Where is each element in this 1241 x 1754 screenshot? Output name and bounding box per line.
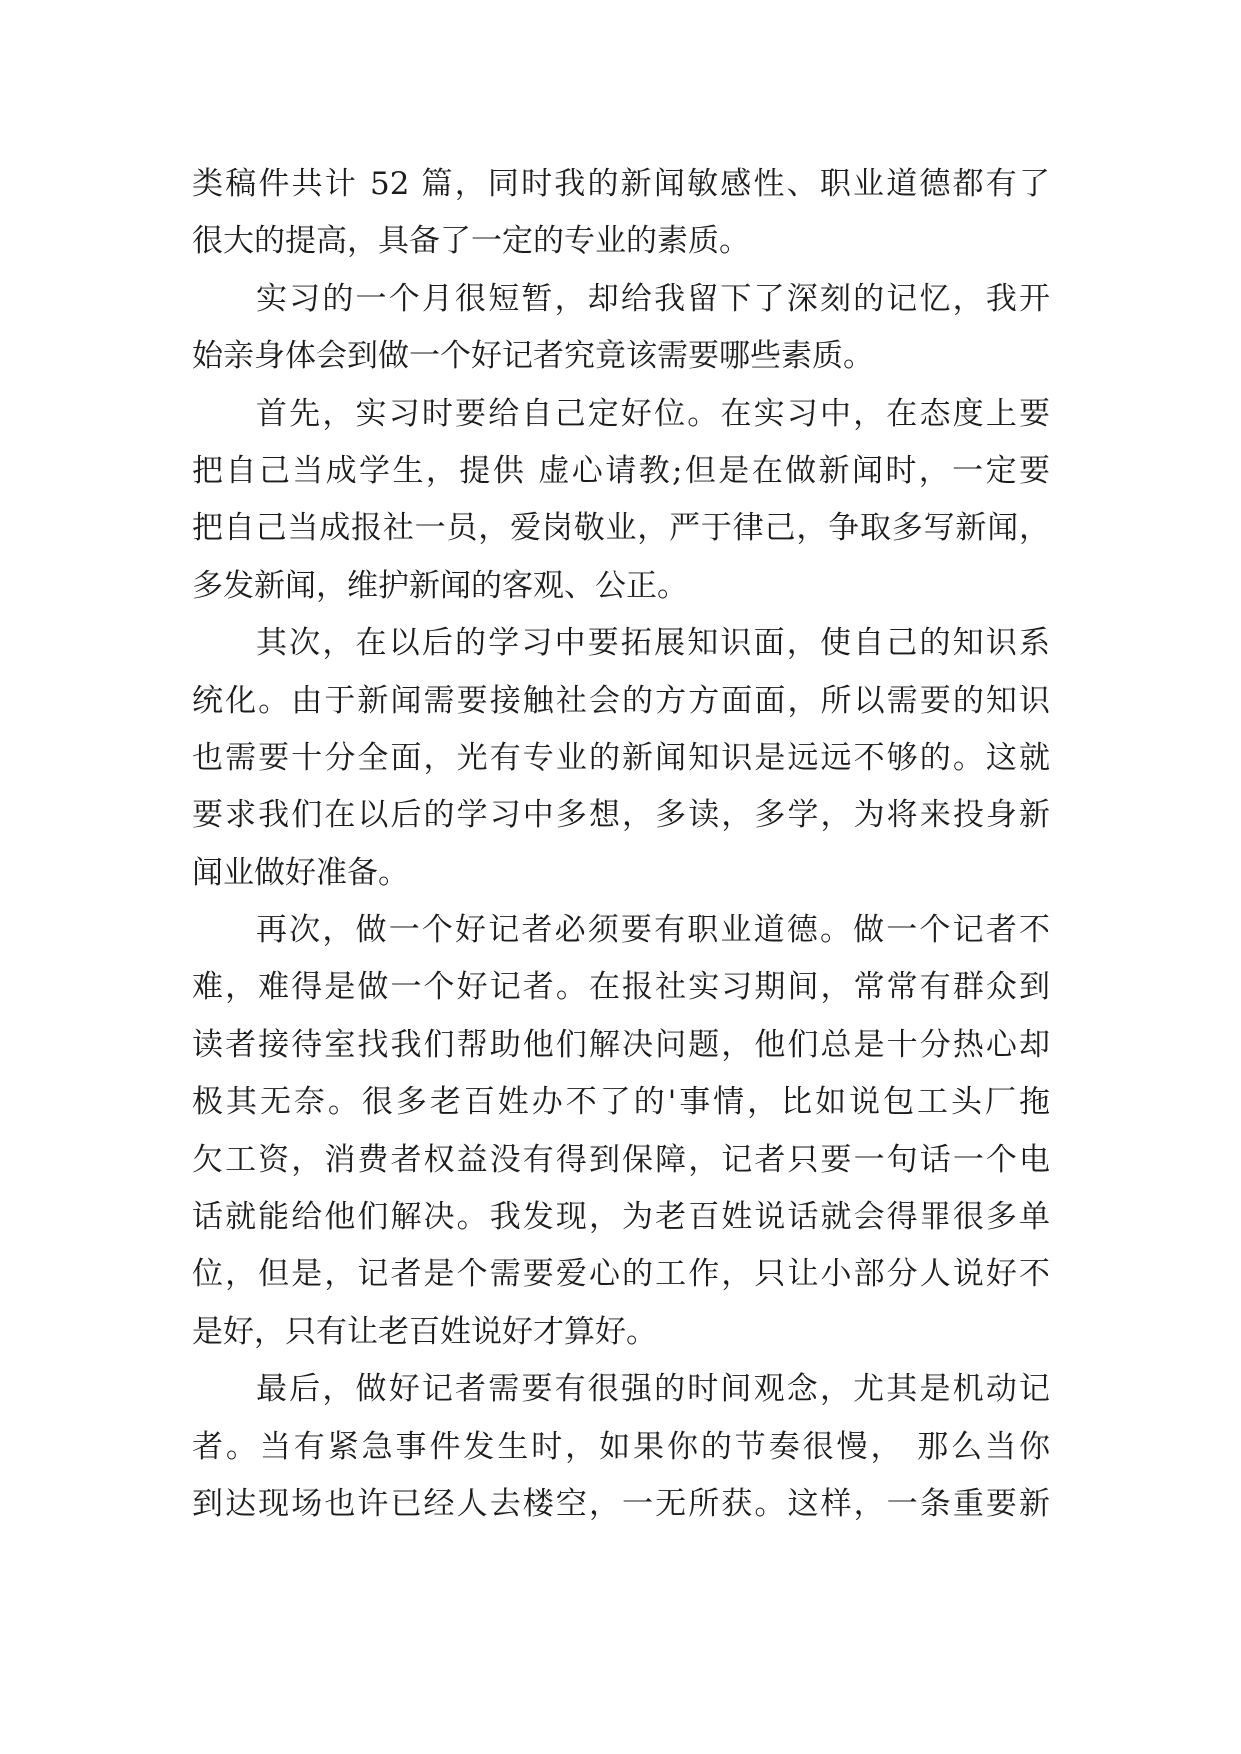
text-line: 统化。由于新闻需要接触社会的方方面面，所以需要的知识 bbox=[192, 682, 1050, 719]
text-line: 也需要十分全面，光有专业的新闻知识是远远不够的。这就 bbox=[192, 739, 1050, 776]
text-line: 把自己当成学生，提供 虚心请教;但是在做新闻时，一定要 bbox=[192, 452, 1050, 489]
text-line: 欠工资，消费者权益没有得到保障，记者只要一句话一个电 bbox=[192, 1141, 1050, 1178]
text-line: 多发新闻，维护新闻的客观、公正。 bbox=[192, 567, 688, 604]
text-line: 很大的提高，具备了一定的专业的素质。 bbox=[192, 223, 750, 260]
text-line: 始亲身体会到做一个好记者究竟该需要哪些素质。 bbox=[192, 338, 874, 375]
text-line: 再次，做一个好记者必须要有职业道德。做一个记者不 bbox=[256, 912, 1050, 949]
text-line: 者。当有紧急事件发生时，如果你的节奏很慢， 那么当你 bbox=[192, 1428, 1050, 1465]
text-line: 首先，实习时要给自己定好位。在实习中，在态度上要 bbox=[256, 395, 1050, 432]
text-line: 最后，做好记者需要有很强的时间观念，尤其是机动记 bbox=[256, 1371, 1050, 1408]
text-line: 其次，在以后的学习中要拓展知识面，使自己的知识系 bbox=[256, 625, 1050, 662]
text-line: 类稿件共计 52 篇，同时我的新闻敏感性、职业道德都有了 bbox=[192, 166, 1050, 202]
text-line: 位，但是，记者是个需要爱心的工作，只让小部分人说好不 bbox=[192, 1256, 1050, 1293]
text-line: 话就能给他们解决。我发现，为老百姓说话就会得罪很多单 bbox=[192, 1199, 1050, 1236]
text-line: 闻业做好准备。 bbox=[192, 854, 409, 891]
text-line: 把自己当成报社一员，爱岗敬业，严于律己，争取多写新闻， bbox=[192, 510, 1050, 547]
text-line: 到达现场也许已经人去楼空，一无所获。这样，一条重要新 bbox=[192, 1485, 1050, 1522]
text-line: 实习的一个月很短暂，却给我留下了深刻的记忆，我开 bbox=[256, 280, 1050, 317]
text-line: 要求我们在以后的学习中多想，多读，多学，为将来投身新 bbox=[192, 797, 1050, 834]
text-line: 极其无奈。很多老百姓办不了的'事情，比如说包工头厂拖 bbox=[192, 1084, 1050, 1121]
text-line: 读者接待室找我们帮助他们解决问题，他们总是十分热心却 bbox=[192, 1026, 1050, 1063]
document-body-text bbox=[192, 156, 1050, 1533]
text-line: 难，难得是做一个好记者。在报社实习期间，常常有群众到 bbox=[192, 969, 1050, 1006]
text-line: 是好，只有让老百姓说好才算好。 bbox=[192, 1313, 657, 1350]
